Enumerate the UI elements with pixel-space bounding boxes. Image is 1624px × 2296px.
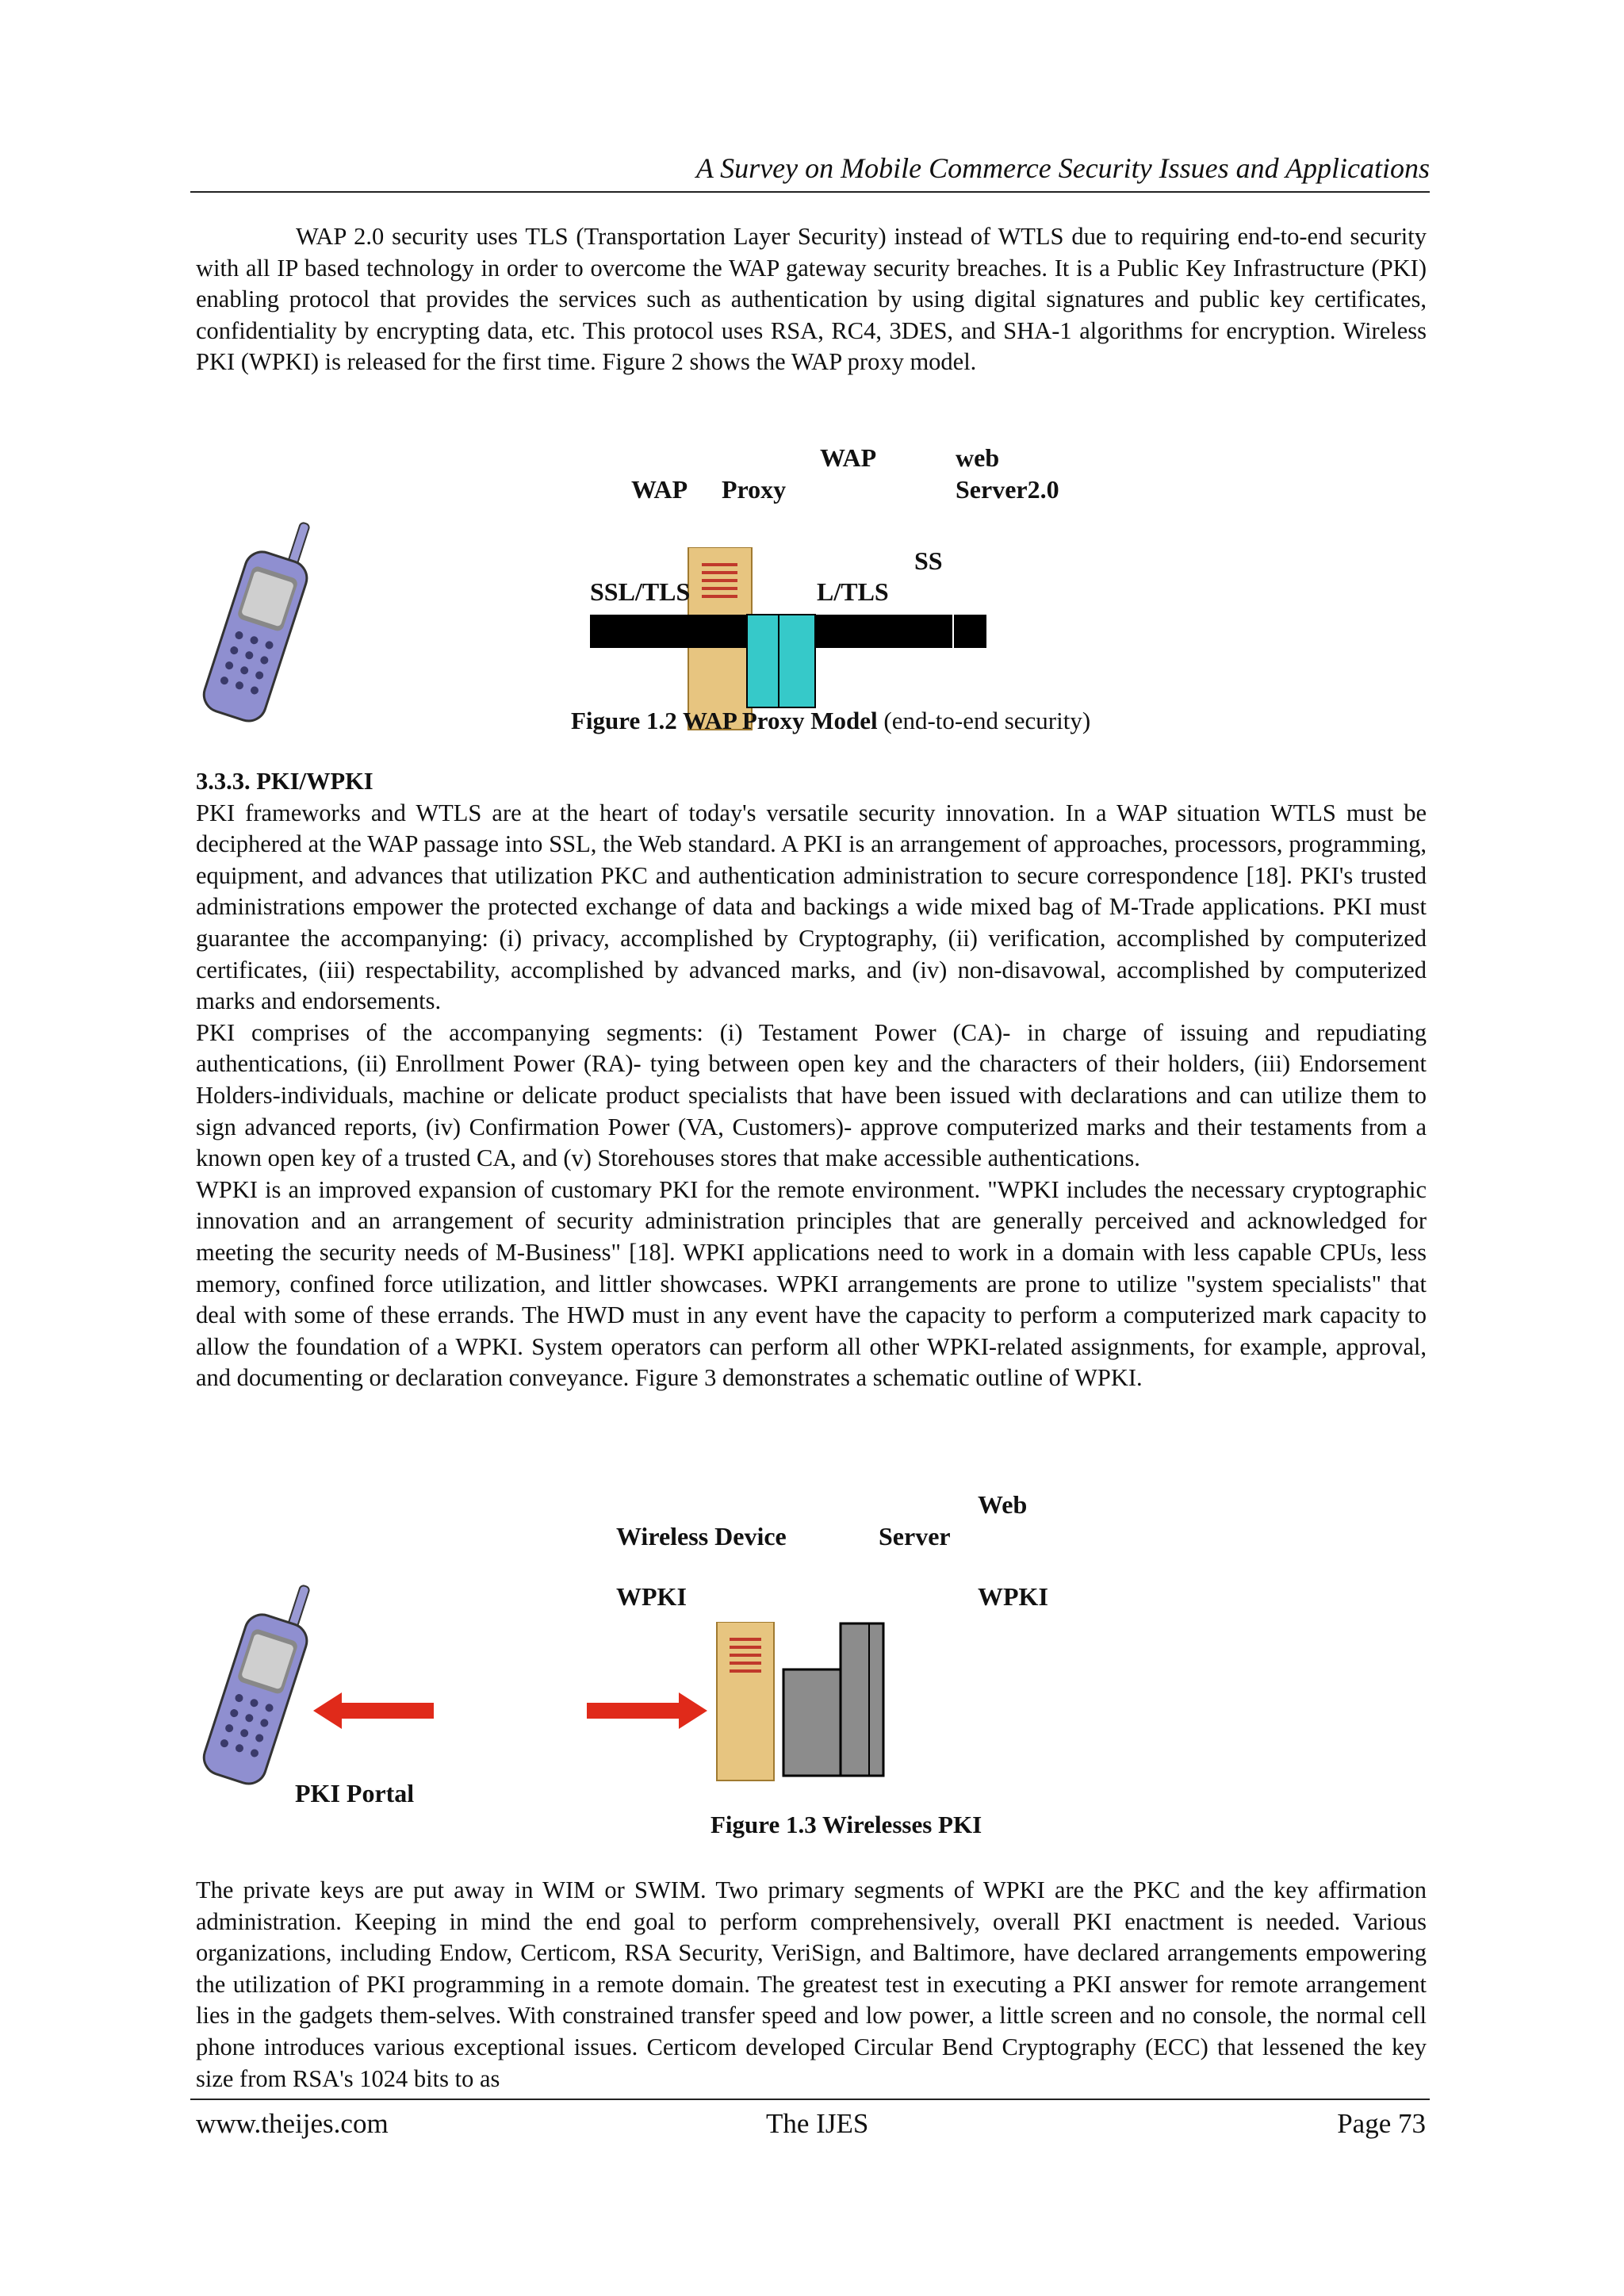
server-icon [714, 1622, 888, 1788]
figure1-caption-rest: (end-to-end security) [877, 707, 1091, 734]
closing-paragraph: The private keys are put away in WIM or SWIM. Two primary segments of WPKI are the PKC and the key affirmation administration. Keeping in mind the end goal to perform comprehensively, overall PKI enactment is needed. Various organizations, including Endow, Certicom, RSA Security, VeriSign, and Baltimore, have declared arrangements empowering the utilization of PKI programming in a remote domain. The greatest test in executing a PKI answer for remote arrangement lies in the gadgets them-selves. With constrained transfer speed and low power, a little screen and no console, the normal cell phone introduces various exceptional issues. Certicom developed Circular Bend Cryptography (ECC) that lessened the key size from RSA's 1024 bits to as [196, 1876, 1427, 2092]
mobile-phone-icon [197, 516, 331, 730]
fig1-label-l-tls: L/TLS [817, 577, 889, 606]
fig2-label-wpki-right: WPKI [978, 1582, 1048, 1611]
intro-paragraph: WAP 2.0 security uses TLS (Transportation Layer Security) instead of WTLS due to requiring end-to-end security with all IP based technology in order to overcome the WAP gateway security breaches. It is a Public Key Infrastructure (PKI) enabling protocol that provides the services such as authentication by using digital signatures and public key certificates, confidentiality by encrypting data, etc. This protocol uses RSA, RC4, 3DES, and SHA-1 algorithms for encryption. Wireless PKI (WPKI) is released for the first time. Figure 2 shows the WAP proxy model. [196, 223, 1427, 376]
fig2-label-web: Web [978, 1490, 1028, 1519]
fig1-label-proxy: Proxy [722, 475, 787, 504]
running-title: A Survey on Mobile Commerce Security Issues and Applications [695, 152, 1430, 184]
fig2-label-wpki-left: WPKI [616, 1582, 687, 1611]
section-paragraph-3: WPKI is an improved expansion of customary PKI for the remote environment. "WPKI includes the necessary cryptographic innovation and an arrangement of security administration principles that are generally perceived and acknowledged for meeting the security needs of M-Business" [18]. WPKI applications need to work in a domain with less capable CPUs, less memory, confined force utilization, and littler showcases. WPKI arrangements are prone to utilize "system specialists" that deal with some of these errands. The HWD must in any event have the capacity to perform a computerized mark capacity to allow the foundation of a WPKI. System operators can perform all other WPKI-related assignments, for example, approval, and documenting or declaration conveyance. Figure 3 demonstrates a schematic outline of WPKI. [196, 1175, 1427, 1392]
fig1-label-wap: WAP [631, 475, 688, 504]
fig1-label-web: web [956, 443, 1000, 472]
fig2-label-server: Server [879, 1522, 951, 1550]
fig1-label-server: Server2.0 [956, 475, 1059, 504]
footer-website: www.theijes.com [196, 2108, 389, 2139]
arrow-right-icon [587, 1691, 714, 1731]
fig1-label-wap-top: WAP [820, 443, 877, 472]
mobile-phone-icon [197, 1578, 331, 1792]
figure-wap-proxy [0, 428, 1624, 746]
fig1-label-ssl-tls: SSL/TLS [590, 577, 691, 606]
footer-page-number: Page 73 [1337, 2108, 1426, 2139]
footer-rule [190, 2099, 1430, 2100]
closing-block [196, 1875, 1427, 2095]
header-rule [190, 191, 1430, 193]
tls-channel-block [747, 615, 815, 707]
footer-journal: The IJES [766, 2108, 869, 2139]
section-paragraph-1: PKI frameworks and WTLS are at the heart of today's versatile security innovation. In a WAP situation WTLS must be deciphered at the WAP passage into SSL, the Web standard. A PKI is an arrangement of approaches, processors, programming, equipment, and advances that utilization PKC and authentication administration to secure correspondence [18]. PKI's trusted administrations empower the protected exchange of data and backings a wide mixed bag of M-Trade applications. PKI must guarantee the accompanying: (i) privacy, accomplished by Cryptography, (ii) verification, accomplished by computerized certificates, (iii) respectability, accomplished by advanced marks, and (iv) non-disavowal, accomplished by computerized marks and endorsements. [196, 799, 1427, 1015]
fig2-label-pki-portal: PKI Portal [295, 1779, 415, 1807]
fig1-label-ss: SS [914, 546, 943, 575]
figure1-caption [571, 706, 1090, 736]
section-heading: 3.3.3. PKI/WPKI [196, 768, 373, 795]
figure2-caption: Figure 1.3 Wirelesses PKI [710, 1811, 982, 1838]
section-pki-wpki [196, 766, 1427, 1394]
figure-wireless-pki [0, 1483, 1624, 1856]
arrow-left-icon [313, 1691, 440, 1731]
figure1-caption-bold: Figure 1.2 WAP Proxy Model [571, 707, 878, 734]
section-paragraph-2: PKI comprises of the accompanying segments: (i) Testament Power (CA)- in charge of issuing and repudiating authentications, (ii) Enrollment Power (RA)- tying between open key and the characters of their holders, (iii) Endorsement Holders-individuals, machine or delicate product specialists that have been issued with declarations and can utilize them to sign advanced reports, (iv) Confirmation Power (VA, Customers)- approve computerized marks and their testaments from a known open key of a trusted CA, and (v) Storehouses stores that make accessible authentications. [196, 1018, 1427, 1172]
fig2-label-wireless-device: Wireless Device [616, 1522, 787, 1550]
intro-block [196, 221, 1427, 378]
